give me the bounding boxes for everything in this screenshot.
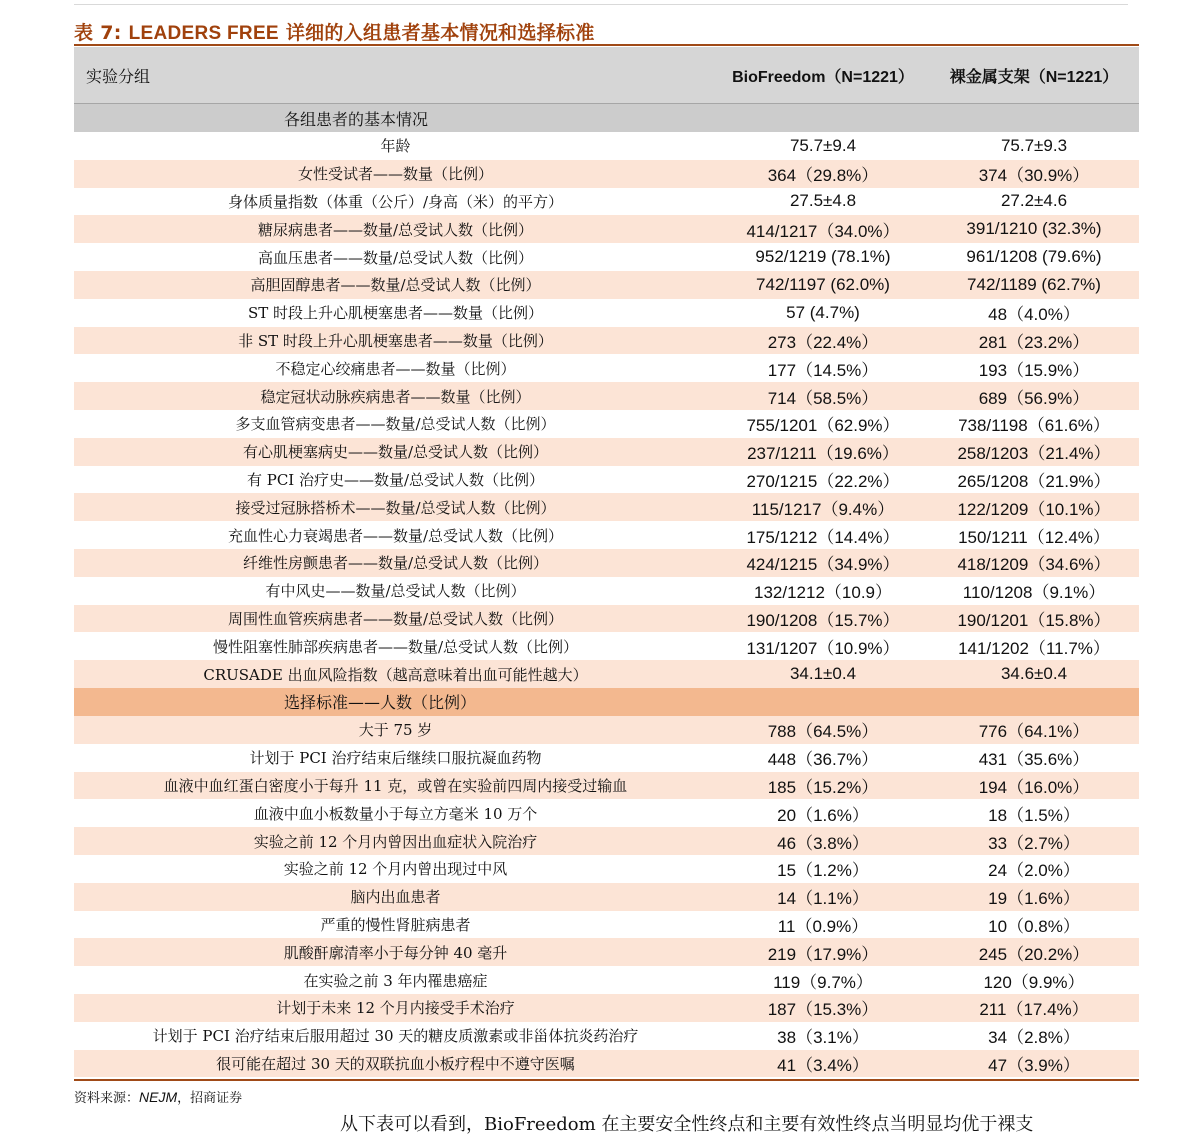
biofreedom-value: 34.1±0.4 bbox=[717, 660, 929, 688]
biofreedom-value: 273（22.4%） bbox=[717, 327, 929, 355]
caption-title-cn: 详细的入组患者基本情况和选择标准 bbox=[285, 22, 595, 44]
table-row bbox=[74, 188, 1139, 216]
table-row bbox=[74, 605, 1139, 633]
row-label: 糖尿病患者——数量/总受试人数（比例） bbox=[74, 215, 717, 243]
bare-metal-value: 122/1209（10.1%） bbox=[929, 493, 1139, 521]
bare-metal-value: 776（64.1%） bbox=[929, 716, 1139, 744]
table-header-row bbox=[74, 47, 1139, 104]
bare-metal-value: 391/1210 (32.3%) bbox=[929, 215, 1139, 243]
table-row bbox=[74, 632, 1139, 660]
table-row bbox=[74, 911, 1139, 939]
header-col-bare-metal: 裸金属支架（N=1221） bbox=[929, 47, 1139, 104]
biofreedom-value: 41（3.4%） bbox=[717, 1050, 929, 1078]
table-row bbox=[74, 660, 1139, 688]
bare-metal-value: 48（4.0%） bbox=[988, 305, 1080, 325]
row-label: ST 时段上升心肌梗塞患者——数量（比例） bbox=[247, 304, 544, 323]
bare-metal-value: 34（2.8%） bbox=[988, 1028, 1080, 1048]
biofreedom-value: 187（15.3%） bbox=[717, 994, 929, 1022]
table-top-rule bbox=[74, 44, 1139, 46]
caption-prefix: 表 7: bbox=[74, 22, 122, 44]
section-criteria-header bbox=[74, 688, 1139, 716]
biofreedom-value: 237/1211（19.6%） bbox=[717, 438, 929, 466]
table-row bbox=[74, 160, 1139, 188]
bare-metal-value: 120（9.9%） bbox=[983, 972, 1085, 992]
bare-metal-value: 742/1189 (62.7%) bbox=[929, 271, 1139, 299]
bare-metal-value: 194（16.0%） bbox=[929, 772, 1139, 800]
patient-baseline-table bbox=[74, 47, 1139, 1077]
table-row bbox=[74, 493, 1139, 521]
bare-metal-value: 141/1202（11.7%） bbox=[958, 638, 1110, 658]
row-label: CRUSADE 出血风险指数（越高意味着出血可能性越大） bbox=[74, 660, 717, 688]
row-label: 计划于 PCI 治疗结束后服用超过 30 天的糖皮质激素或非甾体抗炎药治疗 bbox=[152, 1027, 639, 1046]
table-row bbox=[74, 327, 1139, 355]
row-label: 大于 75 岁 bbox=[74, 716, 717, 744]
row-label: 接受过冠脉搭桥术——数量/总受试人数（比例） bbox=[74, 493, 717, 521]
bare-metal-value: 961/1208 (79.6%) bbox=[966, 247, 1102, 267]
biofreedom-value: 27.5±4.8 bbox=[789, 191, 857, 211]
source-journal: NEJM bbox=[139, 1089, 178, 1105]
biofreedom-value: 742/1197 (62.0%) bbox=[717, 271, 929, 299]
biofreedom-value: 57 (4.7%) bbox=[786, 302, 860, 322]
table-row bbox=[74, 466, 1139, 494]
section-empty-cell bbox=[929, 104, 1139, 133]
biofreedom-value: 46（3.8%） bbox=[717, 827, 929, 855]
row-label: 计划于 PCI 治疗结束后继续口服抗凝血药物 bbox=[249, 749, 542, 768]
bare-metal-value: 431（35.6%） bbox=[978, 750, 1090, 770]
row-label: 周围性血管疾病患者——数量/总受试人数（比例） bbox=[74, 605, 717, 633]
table-row bbox=[74, 299, 1139, 327]
table-row bbox=[74, 938, 1139, 966]
source-label: 资料来源： bbox=[74, 1091, 140, 1106]
source-rest: ，招商证券 bbox=[177, 1091, 243, 1106]
biofreedom-value: 755/1201（62.9%） bbox=[746, 416, 900, 436]
biofreedom-value: 788（64.5%） bbox=[717, 716, 929, 744]
source-note bbox=[74, 1087, 242, 1106]
bare-metal-value: 190/1201（15.8%） bbox=[929, 605, 1139, 633]
biofreedom-value: 15（1.2%） bbox=[777, 861, 869, 881]
table-row bbox=[74, 772, 1139, 800]
table-row bbox=[74, 243, 1139, 271]
row-label: 慢性阻塞性肺部疾病患者——数量/总受试人数（比例） bbox=[212, 637, 579, 656]
row-label: 脑内出血患者 bbox=[74, 883, 717, 911]
table-row bbox=[74, 799, 1139, 827]
bare-metal-value: 418/1209（34.6%） bbox=[929, 549, 1139, 577]
bare-metal-value: 689（56.9%） bbox=[929, 382, 1139, 410]
row-label: 严重的慢性肾脏病患者 bbox=[320, 915, 471, 934]
biofreedom-value: 414/1217（34.0%） bbox=[717, 215, 929, 243]
row-label: 实验之前 12 个月内曾出现过中风 bbox=[283, 860, 508, 879]
row-label: 有心肌梗塞病史——数量/总受试人数（比例） bbox=[74, 438, 717, 466]
biofreedom-value: 424/1215（34.9%） bbox=[717, 549, 929, 577]
biofreedom-value: 14（1.1%） bbox=[717, 883, 929, 911]
header-col-biofreedom: BioFreedom（N=1221） bbox=[717, 47, 929, 104]
biofreedom-value: 219（17.9%） bbox=[717, 938, 929, 966]
table-row bbox=[74, 215, 1139, 243]
row-label: 血液中血小板数量小于每立方毫米 10 万个 bbox=[253, 804, 538, 823]
row-label: 不稳定心绞痛患者——数量（比例） bbox=[275, 359, 516, 378]
table-row bbox=[74, 132, 1139, 160]
row-label: 很可能在超过 30 天的双联抗血小板疗程中不遵守医嘱 bbox=[74, 1050, 717, 1078]
bare-metal-value: 19（1.6%） bbox=[929, 883, 1139, 911]
biofreedom-value: 38（3.1%） bbox=[777, 1028, 869, 1048]
biofreedom-value: 175/1212（14.4%） bbox=[746, 527, 900, 547]
biofreedom-value: 185（15.2%） bbox=[717, 772, 929, 800]
row-label: 高胆固醇患者——数量/总受试人数（比例） bbox=[74, 271, 717, 299]
table-row bbox=[74, 994, 1139, 1022]
table-row bbox=[74, 966, 1139, 994]
table-row bbox=[74, 883, 1139, 911]
bare-metal-value: 738/1198（61.6%） bbox=[958, 416, 1110, 436]
bare-metal-value: 258/1203（21.4%） bbox=[929, 438, 1139, 466]
table-row bbox=[74, 1022, 1139, 1050]
bare-metal-value: 110/1208（9.1%） bbox=[962, 583, 1106, 603]
section-empty-cell bbox=[717, 688, 929, 716]
bare-metal-value: 265/1208（21.9%） bbox=[957, 471, 1111, 491]
biofreedom-value: 448（36.7%） bbox=[767, 750, 879, 770]
bare-metal-value: 10（0.8%） bbox=[988, 916, 1080, 936]
bare-metal-value: 24（2.0%） bbox=[988, 861, 1080, 881]
bare-metal-value: 33（2.7%） bbox=[929, 827, 1139, 855]
row-label: 年龄 bbox=[380, 137, 411, 156]
table-row bbox=[74, 410, 1139, 438]
biofreedom-value: 11（0.9%） bbox=[777, 916, 869, 936]
section-empty-cell bbox=[717, 104, 929, 133]
bare-metal-value: 211（17.4%） bbox=[929, 994, 1139, 1022]
row-label: 稳定冠状动脉疾病患者——数量（比例） bbox=[74, 382, 717, 410]
table-row bbox=[74, 855, 1139, 883]
table-row bbox=[74, 382, 1139, 410]
section-title: 各组患者的基本情况 bbox=[74, 104, 717, 133]
row-label: 女性受试者——数量（比例） bbox=[74, 160, 717, 188]
row-label: 有 PCI 治疗史——数量/总受试人数（比例） bbox=[246, 470, 545, 489]
bare-metal-value: 374（30.9%） bbox=[929, 160, 1139, 188]
bare-metal-value: 47（3.9%） bbox=[929, 1050, 1139, 1078]
table-row bbox=[74, 577, 1139, 605]
bare-metal-value: 75.7±9.3 bbox=[1000, 135, 1068, 155]
top-divider bbox=[74, 4, 1128, 5]
table-row bbox=[74, 716, 1139, 744]
caption-title-en: LEADERS FREE bbox=[128, 23, 279, 44]
row-label: 肌酸酐廓清率小于每分钟 40 毫升 bbox=[74, 938, 717, 966]
biofreedom-value: 75.7±9.4 bbox=[789, 135, 857, 155]
section-title: 选择标准——人数（比例） bbox=[74, 688, 717, 716]
body-paragraph: 从下表可以看到，BioFreedom 在主要安全性终点和主要有效性终点当明显均优于裸支 bbox=[340, 1114, 1034, 1135]
bare-metal-value: 193（15.9%） bbox=[978, 360, 1090, 380]
table-row bbox=[74, 521, 1139, 549]
biofreedom-value: 131/1207（10.9%） bbox=[746, 638, 900, 658]
row-label: 计划于未来 12 个月内接受手术治疗 bbox=[74, 994, 717, 1022]
biofreedom-value: 20（1.6%） bbox=[777, 805, 869, 825]
section-empty-cell bbox=[929, 688, 1139, 716]
table-row bbox=[74, 827, 1139, 855]
table-row bbox=[74, 354, 1139, 382]
biofreedom-value: 177（14.5%） bbox=[767, 360, 879, 380]
section-baseline-header bbox=[74, 104, 1139, 133]
biofreedom-value: 714（58.5%） bbox=[717, 382, 929, 410]
table-row bbox=[74, 271, 1139, 299]
row-label: 身体质量指数（体重（公斤）/身高（米）的平方） bbox=[227, 192, 564, 211]
row-label: 高血压患者——数量/总受试人数（比例） bbox=[257, 248, 534, 267]
row-label: 充血性心力衰竭患者——数量/总受试人数（比例） bbox=[227, 526, 564, 545]
table-bottom-rule bbox=[74, 1079, 1139, 1081]
row-label: 在实验之前 3 年内罹患癌症 bbox=[303, 971, 488, 990]
table-caption bbox=[74, 18, 595, 45]
bare-metal-value: 150/1211（12.4%） bbox=[958, 527, 1110, 547]
biofreedom-value: 364（29.8%） bbox=[717, 160, 929, 188]
row-label: 有中风史——数量/总受试人数（比例） bbox=[265, 582, 526, 601]
bare-metal-value: 18（1.5%） bbox=[988, 805, 1080, 825]
row-label: 纤维性房颤患者——数量/总受试人数（比例） bbox=[74, 549, 717, 577]
bare-metal-value: 27.2±4.6 bbox=[1000, 191, 1068, 211]
biofreedom-value: 119（9.7%） bbox=[773, 972, 873, 992]
table-row bbox=[74, 1050, 1139, 1078]
biofreedom-value: 132/1212（10.9） bbox=[754, 583, 892, 603]
bare-metal-value: 245（20.2%） bbox=[929, 938, 1139, 966]
bare-metal-value: 34.6±0.4 bbox=[929, 660, 1139, 688]
biofreedom-value: 952/1219 (78.1%) bbox=[755, 247, 891, 267]
row-label: 血液中血红蛋白密度小于每升 11 克，或曾在实验前四周内接受过输血 bbox=[74, 772, 717, 800]
header-group-label: 实验分组 bbox=[74, 47, 717, 104]
table-row bbox=[74, 438, 1139, 466]
row-label: 实验之前 12 个月内曾因出血症状入院治疗 bbox=[74, 827, 717, 855]
row-label: 非 ST 时段上升心肌梗塞患者——数量（比例） bbox=[74, 327, 717, 355]
biofreedom-value: 115/1217（9.4%） bbox=[717, 493, 929, 521]
table-row bbox=[74, 744, 1139, 772]
biofreedom-value: 190/1208（15.7%） bbox=[717, 605, 929, 633]
table-row bbox=[74, 549, 1139, 577]
biofreedom-value: 270/1215（22.2%） bbox=[746, 471, 900, 491]
bare-metal-value: 281（23.2%） bbox=[929, 327, 1139, 355]
row-label: 多支血管病变患者——数量/总受试人数（比例） bbox=[235, 415, 556, 434]
